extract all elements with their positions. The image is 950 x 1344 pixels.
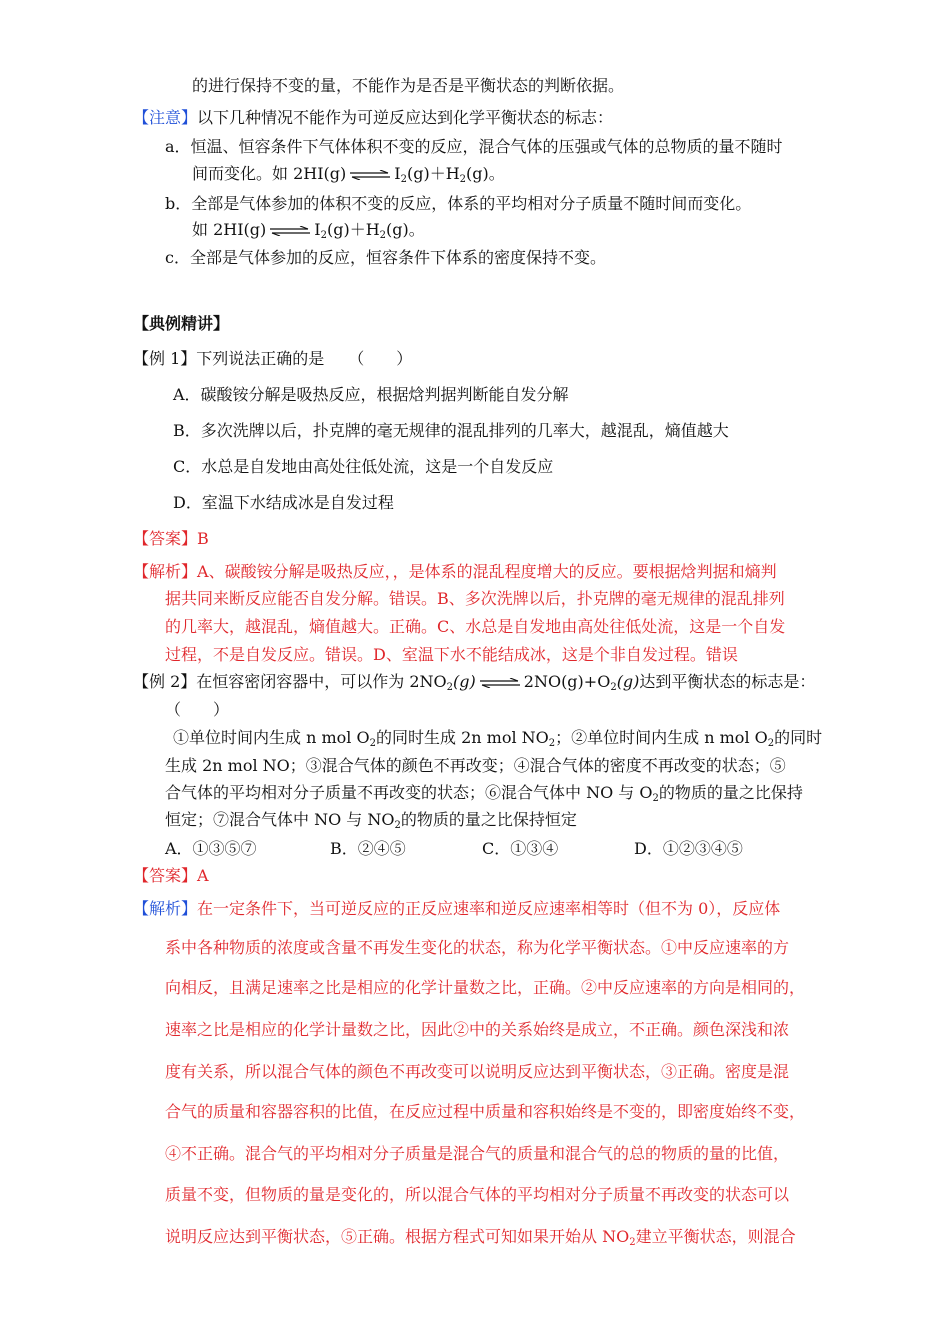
ex2-stem-line4: 恒定；⑦混合气体中 NO 与 $NO_2$的物质的量之比保持恒定 bbox=[165, 810, 577, 831]
ex2-option-c: C．①③④ bbox=[482, 839, 559, 858]
ex2-analysis-line9: 说明反应达到平衡状态，⑤正确。根据方程式可知如果开始从 $NO_2$建立平衡状态，则混合 bbox=[165, 1227, 796, 1248]
ex2-option-a: A．①③⑤⑦ bbox=[165, 839, 257, 858]
ex1-analysis-line4: 过程，不是自发反应。错误。D、室温下水不能结成冰，这是个非自发过程。错误 bbox=[165, 645, 738, 664]
note-label: 【注意】 bbox=[133, 108, 198, 127]
ex2-analysis-line3: 向相反，且满足速率之比是相应的化学计量数之比，正确。②中反应速率的方向是相同的， bbox=[165, 978, 806, 997]
ex2-answer bbox=[133, 866, 209, 886]
answer-label: 【答案】 bbox=[133, 529, 198, 548]
note-item-b-line1: b．全部是气体参加的体积不变的反应，体系的平均相对分子质量不随时间而变化。 bbox=[165, 194, 752, 213]
ex2-analysis-line1: 【解析】在一定条件下，当可逆反应的正反应速率和逆反应速率相等时（但不为 0），反应体 bbox=[133, 899, 781, 918]
ex1-analysis-line1: 【解析】A、碳酸铵分解是吸热反应，，是体系的混乱程度增大的反应。要根据焓判据和熵判 bbox=[133, 562, 777, 581]
ex2-analysis-line7: ④不正确。混合气的平均相对分子质量是混合气的质量和混合气的总的物质的量的比值， bbox=[165, 1144, 790, 1163]
equilibrium-arrow-icon bbox=[350, 170, 390, 180]
ex1-option-c: C．水总是自发地由高处往低处流，这是一个自发反应 bbox=[173, 457, 554, 476]
equilibrium-arrow-icon bbox=[480, 678, 520, 688]
ex1-analysis-line3: 的几率大，越混乱，熵值越大。正确。C、水总是自发地由高处往低处流，这是一个自发 bbox=[165, 617, 786, 636]
ex2-option-b: B．②④⑤ bbox=[330, 839, 406, 858]
analysis-label: 【解析】 bbox=[133, 562, 198, 581]
note-item-a-line2: 间而变化。如 2HI(g) $I_2(g)+H_2(g)$。 bbox=[192, 164, 505, 185]
ex1-analysis-line2: 据共同来断反应能否自发分解。错误。B、多次洗牌以后，扑克牌的毫无规律的混乱排列 bbox=[165, 589, 785, 608]
section-title: 【典例精讲】 bbox=[133, 314, 230, 333]
ex2-analysis-line2: 系中各种物质的浓度或含量不再发生变化的状态，称为化学平衡状态。①中反应速率的方 bbox=[165, 938, 790, 957]
note-item-a-line1: a．恒温、恒容条件下气体体积不变的反应，混合气体的压强或气体的总物质的量不随时 bbox=[165, 137, 783, 156]
note-item-c: c．全部是气体参加的反应，恒容条件下体系的密度保持不变。 bbox=[165, 248, 606, 267]
ex1-answer bbox=[133, 529, 209, 549]
ex2-question: 【例 2】在恒容密闭容器中，可以作为 $2NO_2(g)$ $2NO(g)+O_2(g)$达到平衡状态的标志是： bbox=[133, 672, 816, 693]
ex2-analysis-line6: 合气的质量和容器容积的比值，在反应过程中质量和容积始终是不变的，即密度始终不变， bbox=[165, 1102, 806, 1121]
ex2-analysis-line5: 度有关系，所以混合气体的颜色不再改变可以说明反应达到平衡状态，③正确。密度是混 bbox=[165, 1062, 790, 1081]
note-item-b-line2: 如 2HI(g) $I_2(g)+H_2(g)$。 bbox=[192, 220, 425, 241]
ex1-question: 【例 1】下列说法正确的是 （ ） bbox=[133, 349, 413, 368]
answer-value: A bbox=[197, 866, 209, 885]
ex2-paren: （ ） bbox=[165, 700, 230, 719]
equilibrium-arrow-icon bbox=[270, 226, 310, 236]
answer-label: 【答案】 bbox=[133, 866, 198, 885]
ex2-stem-line3: 合气体的平均相对分子质量不再改变的状态；⑥混合气体中 NO 与 $O_2$的物质的量之比保持 bbox=[165, 783, 803, 804]
ex1-option-d: D．室温下水结成冰是自发过程 bbox=[173, 493, 394, 512]
ex1-option-b: B．多次洗牌以后，扑克牌的毫无规律的混乱排列的几率大，越混乱，熵值越大 bbox=[173, 421, 729, 440]
ex2-stem-line1: ①单位时间内生成 n mol $O_2$的同时生成 2n mol $NO_2$；②单位时间内生成 n mol $O_2$的同时 bbox=[173, 728, 823, 749]
ex1-option-a: A．碳酸铵分解是吸热反应，根据焓判据判断能自发分解 bbox=[173, 385, 569, 404]
ex2-option-d: D．①②③④⑤ bbox=[634, 839, 743, 858]
ex2-analysis-line4: 速率之比是相应的化学计量数之比，因此②中的关系始终是成立，不正确。颜色深浅和浓 bbox=[165, 1020, 790, 1039]
ex2-stem-line2: 生成 2n mol NO；③混合气体的颜色不再改变；④混合气体的密度不再改变的状态；⑤ bbox=[165, 756, 786, 775]
answer-value: B bbox=[197, 529, 209, 548]
intro-line: 的进行保持不变的量，不能作为是否是平衡状态的判断依据。 bbox=[192, 76, 625, 95]
ex2-analysis-line8: 质量不变，但物质的量是变化的，所以混合气体的平均相对分子质量不再改变的状态可以 bbox=[165, 1185, 790, 1204]
note-paragraph bbox=[133, 108, 613, 128]
note-title: 以下几种情况不能作为可逆反应达到化学平衡状态的标志： bbox=[197, 108, 614, 127]
analysis-label: 【解析】 bbox=[133, 899, 198, 918]
